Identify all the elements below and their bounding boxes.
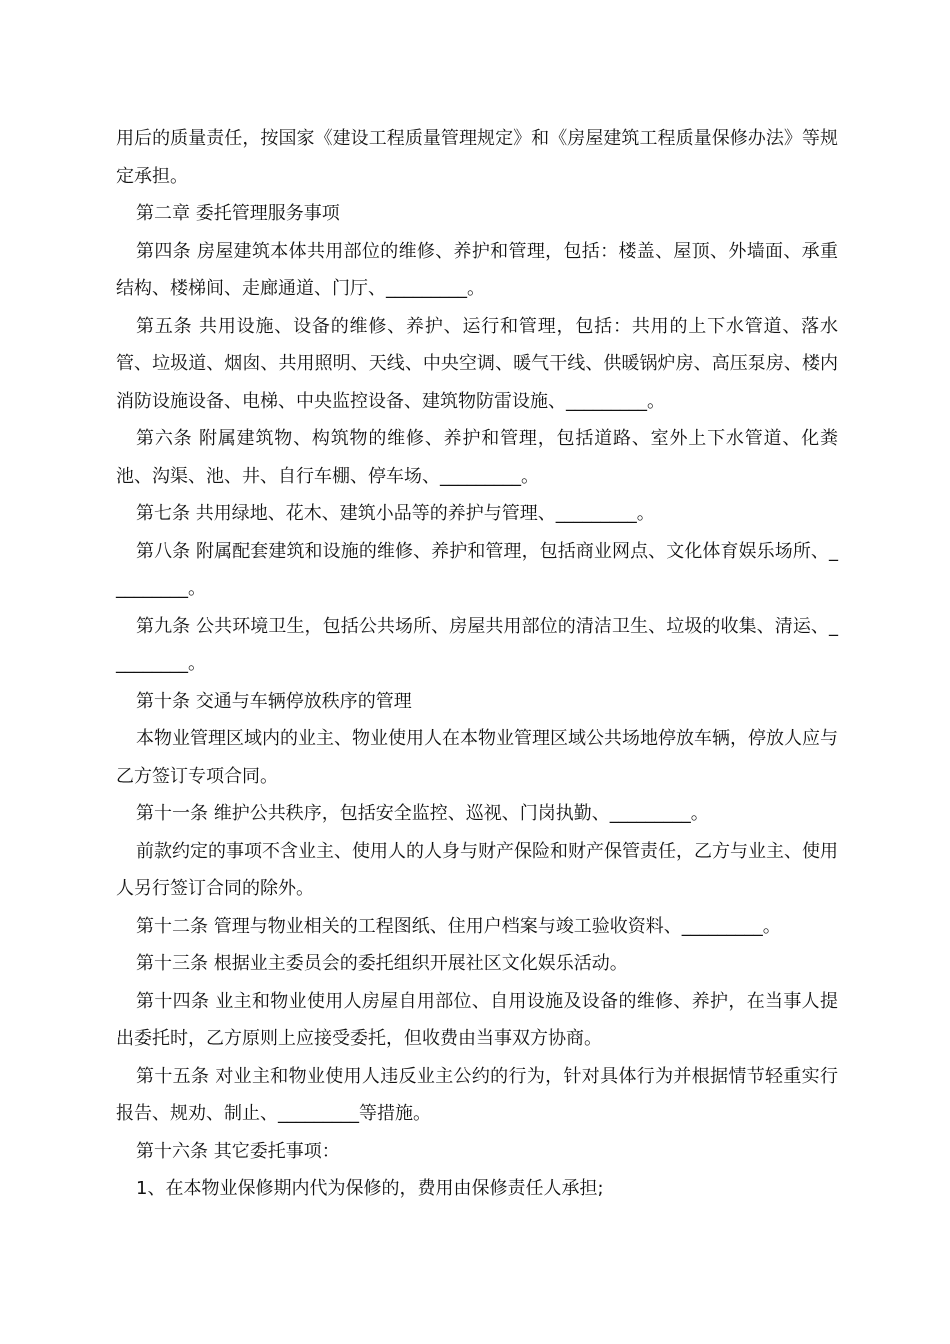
article-6: 第六条 附属建筑物、构筑物的维修、养护和管理，包括道路、室外上下水管道、化粪池、沟渠、池、井、自行车棚、停车场、_________。 [116, 428, 838, 487]
article-4: 第四条 房屋建筑本体共用部位的维修、养护和管理，包括：楼盖、屋顶、外墙面、承重结构、楼梯间、走廊通道、门厅、_________。 [116, 240, 838, 299]
document-body [116, 120, 838, 1208]
article-15: 第十五条 对业主和物业使用人违反业主公约的行为，针对具体行为并根据情节轻重实行报告、规劝、制止、_________等措施。 [116, 1065, 838, 1124]
article-5: 第五条 共用设施、设备的维修、养护、运行和管理，包括：共用的上下水管道、落水管、垃圾道、烟囱、共用照明、天线、中央空调、暖气干线、供暖锅炉房、高压泵房、楼内消防设施设备、电梯、中央监控设备、建筑物防雷设施、_________。 [116, 315, 838, 412]
article-13: 第十三条 根据业主委员会的委托组织开展社区文化娱乐活动。 [136, 953, 628, 974]
article-7: 第七条 共用绿地、花木、建筑小品等的养护与管理、_________。 [136, 503, 655, 524]
article-11: 第十一条 维护公共秩序，包括安全监控、巡视、门岗执勤、_________。 [136, 803, 709, 824]
article-14: 第十四条 业主和物业使用人房屋自用部位、自用设施及设备的维修、养护，在当事人提出委托时，乙方原则上应接受委托，但收费由当事双方协商。 [116, 990, 838, 1049]
article-8: 第八条 附属配套建筑和设施的维修、养护和管理，包括商业网点、文化体育娱乐场所、_________。 [116, 540, 838, 599]
article-16-item-1: 1、在本物业保修期内代为保修的，费用由保修责任人承担; [136, 1178, 604, 1199]
article-9: 第九条 公共环境卫生，包括公共场所、房屋共用部位的清洁卫生、垃圾的收集、清运、_________。 [116, 615, 838, 674]
article-10-detail: 本物业管理区域内的业主、物业使用人在本物业管理区域公共场地停放车辆，停放人应与乙方签订专项合同。 [116, 728, 838, 787]
article-12: 第十二条 管理与物业相关的工程图纸、住用户档案与竣工验收资料、_________。 [136, 915, 781, 937]
article-10: 第十条 交通与车辆停放秩序的管理 [136, 690, 412, 712]
chapter-heading: 第二章 委托管理服务事项 [136, 203, 340, 224]
article-11-note: 前款约定的事项不含业主、使用人的人身与财产保险和财产保管责任，乙方与业主、使用人另行签订合同的除外。 [116, 840, 838, 899]
paragraph-continuation: 用后的质量责任，按国家《建设工程质量管理规定》和《房屋建筑工程质量保修办法》等规定承担。 [116, 128, 838, 187]
article-16: 第十六条 其它委托事项： [136, 1140, 340, 1162]
